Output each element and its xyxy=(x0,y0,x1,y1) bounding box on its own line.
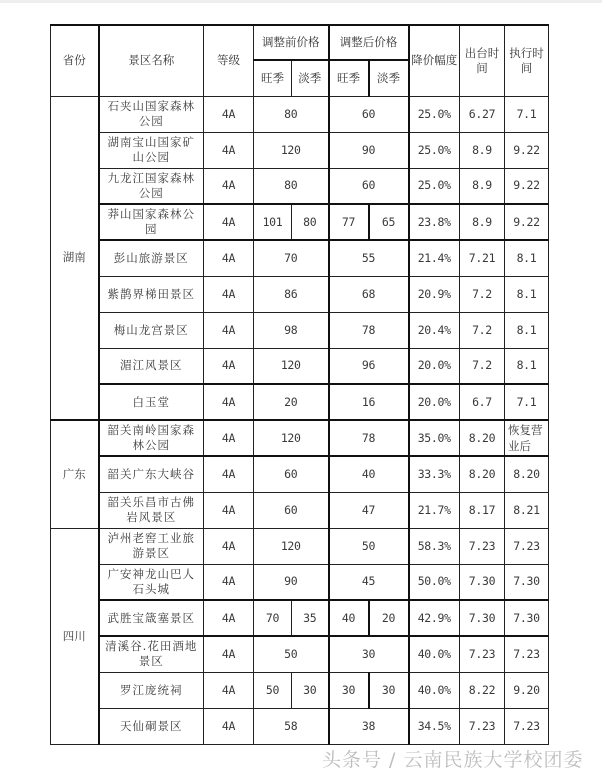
effective-date: 8.1 xyxy=(505,276,549,312)
table-row xyxy=(51,168,549,204)
header-province: 省份 xyxy=(51,25,99,96)
announce-date: 8.17 xyxy=(460,492,505,528)
scenic-name: 清溪谷.花田酒地景区 xyxy=(99,636,204,672)
after-price-off: 30 xyxy=(369,672,409,708)
header-level: 等级 xyxy=(204,25,254,96)
drop: 21.4% xyxy=(409,240,460,276)
after-price-peak: 40 xyxy=(329,600,369,636)
after-price-peak: 30 xyxy=(329,672,369,708)
before-price: 80 xyxy=(254,96,329,132)
table-row xyxy=(51,204,549,240)
table-row xyxy=(51,348,549,384)
before-price-peak: 70 xyxy=(254,600,292,636)
drop: 20.4% xyxy=(409,312,460,348)
drop: 21.7% xyxy=(409,492,460,528)
level: 4A xyxy=(204,456,254,492)
table-row xyxy=(51,456,549,492)
level: 4A xyxy=(204,492,254,528)
level: 4A xyxy=(204,528,254,564)
effective-date: 7.23 xyxy=(505,708,549,744)
after-price: 78 xyxy=(329,312,409,348)
after-price: 30 xyxy=(329,636,409,672)
effective-date: 9.20 xyxy=(505,672,549,708)
announce-date: 7.2 xyxy=(460,312,505,348)
effective-date: 7.23 xyxy=(505,636,549,672)
level: 4A xyxy=(204,384,254,420)
after-price: 55 xyxy=(329,240,409,276)
table-row xyxy=(51,384,549,420)
announce-date: 7.2 xyxy=(460,276,505,312)
level: 4A xyxy=(204,96,254,132)
drop: 20.0% xyxy=(409,384,460,420)
before-price: 98 xyxy=(254,312,329,348)
after-price: 50 xyxy=(329,528,409,564)
effective-date: 8.21 xyxy=(505,492,549,528)
province-cell: 湖南 xyxy=(51,96,99,420)
announce-date: 7.30 xyxy=(460,564,505,600)
table-row xyxy=(51,708,549,744)
scenic-name: 武胜宝箴塞景区 xyxy=(99,600,204,636)
scenic-name: 广安神龙山巴人石头城 xyxy=(99,564,204,600)
before-price-off: 80 xyxy=(292,204,329,240)
before-price-peak: 101 xyxy=(254,204,292,240)
after-price: 60 xyxy=(329,96,409,132)
province-cell: 广东 xyxy=(51,420,99,528)
after-price-off: 65 xyxy=(369,204,409,240)
level: 4A xyxy=(204,564,254,600)
after-price: 90 xyxy=(329,132,409,168)
header-before-peak: 旺季 xyxy=(254,60,292,96)
effective-date: 7.23 xyxy=(505,528,549,564)
effective-date: 8.20 xyxy=(505,456,549,492)
drop: 20.9% xyxy=(409,276,460,312)
header-after-off: 淡季 xyxy=(369,60,409,96)
effective-date: 7.30 xyxy=(505,600,549,636)
drop: 42.9% xyxy=(409,600,460,636)
level: 4A xyxy=(204,276,254,312)
level: 4A xyxy=(204,312,254,348)
after-price: 16 xyxy=(329,384,409,420)
announce-date: 7.30 xyxy=(460,600,505,636)
level: 4A xyxy=(204,132,254,168)
announce-date: 6.7 xyxy=(460,384,505,420)
watermark: 头条号 / 云南民族大学校团委 xyxy=(322,749,584,771)
table-row xyxy=(51,636,549,672)
table-row xyxy=(51,312,549,348)
after-price-peak: 77 xyxy=(329,204,369,240)
before-price: 120 xyxy=(254,132,329,168)
level: 4A xyxy=(204,168,254,204)
after-price: 45 xyxy=(329,564,409,600)
header-announce: 出台时间 xyxy=(460,25,505,96)
level: 4A xyxy=(204,672,254,708)
drop: 25.0% xyxy=(409,168,460,204)
effective-date: 7.1 xyxy=(505,384,549,420)
before-price: 120 xyxy=(254,348,329,384)
after-price: 47 xyxy=(329,492,409,528)
before-price: 90 xyxy=(254,564,329,600)
announce-date: 7.23 xyxy=(460,636,505,672)
after-price: 68 xyxy=(329,276,409,312)
scenic-name: 韶关南岭国家森林公园 xyxy=(99,420,204,456)
effective-date: 7.30 xyxy=(505,564,549,600)
header-name: 景区名称 xyxy=(99,25,204,96)
scenic-name: 湄江风景区 xyxy=(99,348,204,384)
announce-date: 7.23 xyxy=(460,528,505,564)
header-before-off: 淡季 xyxy=(292,60,329,96)
header-before-price: 调整前价格 xyxy=(254,25,329,60)
before-price: 86 xyxy=(254,276,329,312)
table-row xyxy=(51,600,549,636)
after-price: 40 xyxy=(329,456,409,492)
table-row xyxy=(51,96,549,132)
level: 4A xyxy=(204,708,254,744)
scenic-name: 石夹山国家森林公园 xyxy=(99,96,204,132)
scenic-name: 湖南宝山国家矿山公园 xyxy=(99,132,204,168)
level: 4A xyxy=(204,240,254,276)
header-after-peak: 旺季 xyxy=(329,60,369,96)
effective-date: 7.1 xyxy=(505,96,549,132)
table-row xyxy=(51,420,549,456)
table-row xyxy=(51,492,549,528)
after-price: 96 xyxy=(329,348,409,384)
drop: 35.0% xyxy=(409,420,460,456)
before-price: 50 xyxy=(254,636,329,672)
table-row xyxy=(51,564,549,600)
header-drop: 降价幅度 xyxy=(409,25,460,96)
announce-date: 7.21 xyxy=(460,240,505,276)
drop: 33.3% xyxy=(409,456,460,492)
drop: 25.0% xyxy=(409,132,460,168)
effective-date: 8.1 xyxy=(505,348,549,384)
before-price: 60 xyxy=(254,492,329,528)
province-cell: 四川 xyxy=(51,528,99,744)
table-row xyxy=(51,276,549,312)
before-price-peak: 50 xyxy=(254,672,292,708)
announce-date: 8.9 xyxy=(460,132,505,168)
top-edge xyxy=(0,0,602,3)
announce-date: 7.2 xyxy=(460,348,505,384)
before-price: 58 xyxy=(254,708,329,744)
scenic-name: 梅山龙宫景区 xyxy=(99,312,204,348)
scenic-name: 韶关广东大峡谷 xyxy=(99,456,204,492)
scenic-name: 白玉堂 xyxy=(99,384,204,420)
after-price: 60 xyxy=(329,168,409,204)
effective-date: 9.22 xyxy=(505,204,549,240)
scenic-name: 紫鹊界梯田景区 xyxy=(99,276,204,312)
level: 4A xyxy=(204,420,254,456)
drop: 40.0% xyxy=(409,636,460,672)
effective-date: 8.1 xyxy=(505,312,549,348)
table-row xyxy=(51,240,549,276)
announce-date: 6.27 xyxy=(460,96,505,132)
before-price: 20 xyxy=(254,384,329,420)
effective-date: 9.22 xyxy=(505,168,549,204)
before-price-off: 30 xyxy=(292,672,329,708)
announce-date: 8.22 xyxy=(460,672,505,708)
table-row xyxy=(51,528,549,564)
scenic-name: 九龙江国家森林公园 xyxy=(99,168,204,204)
before-price: 80 xyxy=(254,168,329,204)
before-price: 70 xyxy=(254,240,329,276)
after-price: 38 xyxy=(329,708,409,744)
table-row xyxy=(51,672,549,708)
announce-date: 8.9 xyxy=(460,204,505,240)
effective-date: 9.22 xyxy=(505,132,549,168)
drop: 34.5% xyxy=(409,708,460,744)
level: 4A xyxy=(204,348,254,384)
announce-date: 8.9 xyxy=(460,168,505,204)
scenic-name: 天仙硐景区 xyxy=(99,708,204,744)
scenic-name: 彭山旅游景区 xyxy=(99,240,204,276)
header-after-price: 调整后价格 xyxy=(329,25,409,60)
drop: 20.0% xyxy=(409,348,460,384)
announce-date: 8.20 xyxy=(460,420,505,456)
scenic-name: 韶关乐昌市古佛岩风景区 xyxy=(99,492,204,528)
announce-date: 8.20 xyxy=(460,456,505,492)
after-price-off: 20 xyxy=(369,600,409,636)
scenic-name: 泸州老窖工业旅游景区 xyxy=(99,528,204,564)
level: 4A xyxy=(204,204,254,240)
scenic-price-table xyxy=(50,24,549,745)
drop: 25.0% xyxy=(409,96,460,132)
announce-date: 7.23 xyxy=(460,708,505,744)
before-price-off: 35 xyxy=(292,600,329,636)
table-row xyxy=(51,132,549,168)
drop: 40.0% xyxy=(409,672,460,708)
drop: 58.3% xyxy=(409,528,460,564)
level: 4A xyxy=(204,600,254,636)
scenic-name: 莽山国家森林公园 xyxy=(99,204,204,240)
drop: 23.8% xyxy=(409,204,460,240)
before-price: 60 xyxy=(254,456,329,492)
before-price: 120 xyxy=(254,528,329,564)
scenic-name: 罗江庞统祠 xyxy=(99,672,204,708)
header-effective: 执行时间 xyxy=(505,25,549,96)
level: 4A xyxy=(204,636,254,672)
before-price: 120 xyxy=(254,420,329,456)
effective-date: 恢复营业后 xyxy=(505,420,549,456)
effective-date: 8.1 xyxy=(505,240,549,276)
after-price: 78 xyxy=(329,420,409,456)
drop: 50.0% xyxy=(409,564,460,600)
